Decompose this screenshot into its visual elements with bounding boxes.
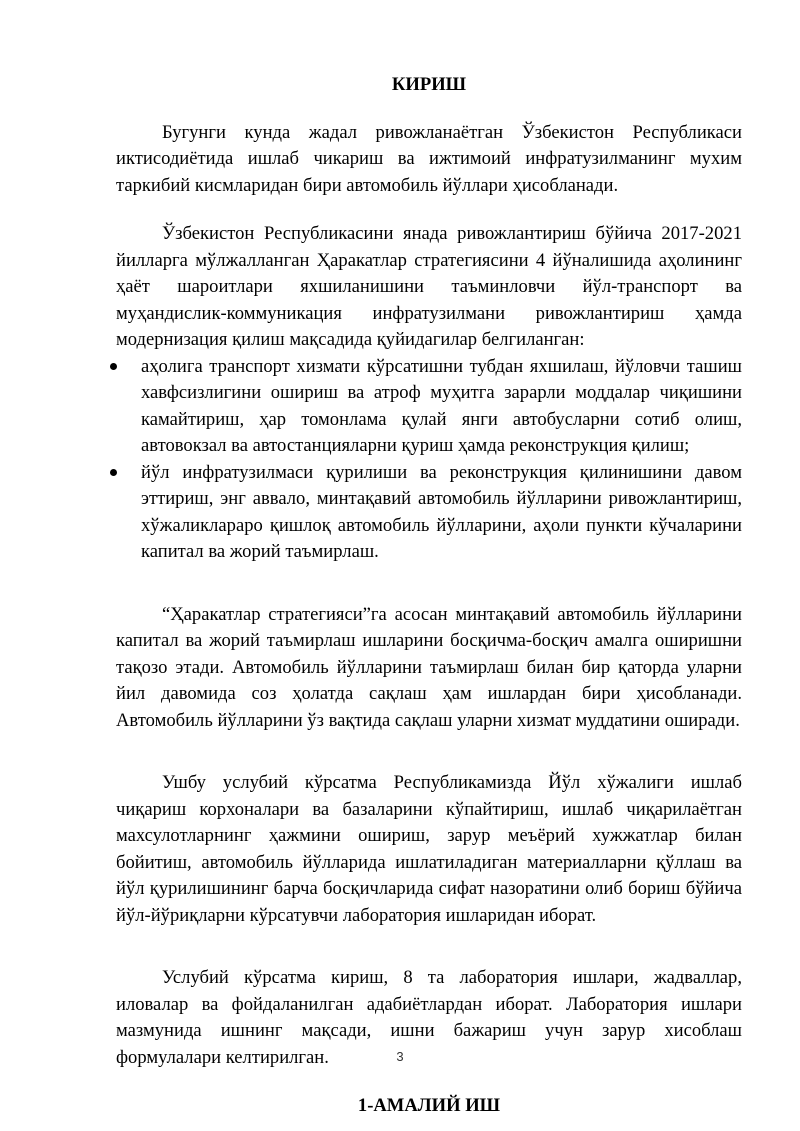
spacer bbox=[116, 929, 742, 965]
spacer bbox=[116, 199, 742, 221]
section-heading: 1-АМАЛИЙ ИШ bbox=[357, 1095, 501, 1116]
page-title: КИРИШ bbox=[391, 74, 467, 95]
bullet-text: йўл инфратузилмаси қурилиши ва реконструкция қилинишини давом эттириш, энг аввало, минтақавий автомобиль йўлларини ривожлантириш, хўжаликлараро қишлоқ автомобиль йўлларини, аҳоли пункти кўчаларини капитал ва жорий таъмирлаш. bbox=[141, 461, 742, 562]
spacer bbox=[116, 566, 742, 602]
strategy-quote-paragraph: “Ҳаракатлар стратегияси”га асосан минтақавий автомобиль йўлларини капитал ва жорий таъмирлаш ишларини босқичма-босқич амалга оширишни тақозо этади. Автомобиль йўлларини таъмирлаш билан бир қаторда уларни йил давомида соз ҳолатда сақлаш ҳам ишлардан бири ҳисобланади. Автомобиль йўлларини ўз вақтида сақлаш уларни хизмат муддатини оширади. bbox=[116, 603, 742, 731]
bullet-icon bbox=[110, 363, 117, 370]
manual-description-paragraph: Ушбу услубий кўрсатма Республикамизда Йўл хўжалиги ишлаб чиқариш корхоналари ва базаларини кўпайтириш, ишлаб чиқарилаётган махсулотларнинг ҳажмини ошириш, зарур меъёрий хужжатлар билан бойитиш, автомобиль йўлларида ишлатиладиган материалларни қўллаш ва йўл қурилишининг барча босқичларида сифат назоратини олиб бориш бўйича йўл-йўриқларни кўрсатувчи лаборатория ишларидан иборат. bbox=[116, 772, 742, 926]
strategy-paragraph: Ўзбекистон Республикасини янада ривожлантириш бўйича 2017-2021 йилларга мўлжалланган Ҳаракатлар стратегиясини 4 йўналишида аҳолининг ҳаёт шароитлари яхшиланишини таъминловчи йўл-транспорт ва муҳандислик-коммуникация инфратузилмани ривожлантириш ҳамда модернизация қилиш мақсадида қуйидагилар белгиланган: bbox=[116, 223, 742, 350]
bullet-text: аҳолига транспорт хизмати кўрсатишни тубдан яхшилаш, йўловчи ташиш хавфсизлигини ошириш ва атроф муҳитга зарарли моддалар чиқишини камайтириш, ҳар томонлама қулай янги автобусларни сотиб олиш, автовокзал ва автостанцияларни қуриш ҳамда реконструкция қилиш; bbox=[141, 355, 742, 456]
intro-paragraph: Бугунги кунда жадал ривожланаётган Ўзбекистон Республикаси иктисодиётида ишлаб чикариш ва ижтимоий инфратузилманинг мухим таркибий кисмларидан бири автомобиль йўллари ҳисобланади. bbox=[116, 121, 742, 196]
page-number: 3 bbox=[396, 1049, 404, 1064]
bullet-item bbox=[116, 460, 742, 566]
manual-structure-paragraph: Услубий кўрсатма кириш, 8 та лаборатория ишлари, жадваллар, иловалар ва фойдаланилган адабиётлардан иборат. Лаборатория ишлари мазмунида ишнинг мақсади, ишни бажариш учун зарур хисоблаш формулалари келтирилган. bbox=[116, 967, 742, 1068]
bullet-icon bbox=[110, 469, 117, 476]
page-content bbox=[116, 72, 742, 1120]
bullet-item bbox=[116, 354, 742, 460]
spacer bbox=[116, 734, 742, 770]
bullet-list bbox=[116, 354, 742, 566]
